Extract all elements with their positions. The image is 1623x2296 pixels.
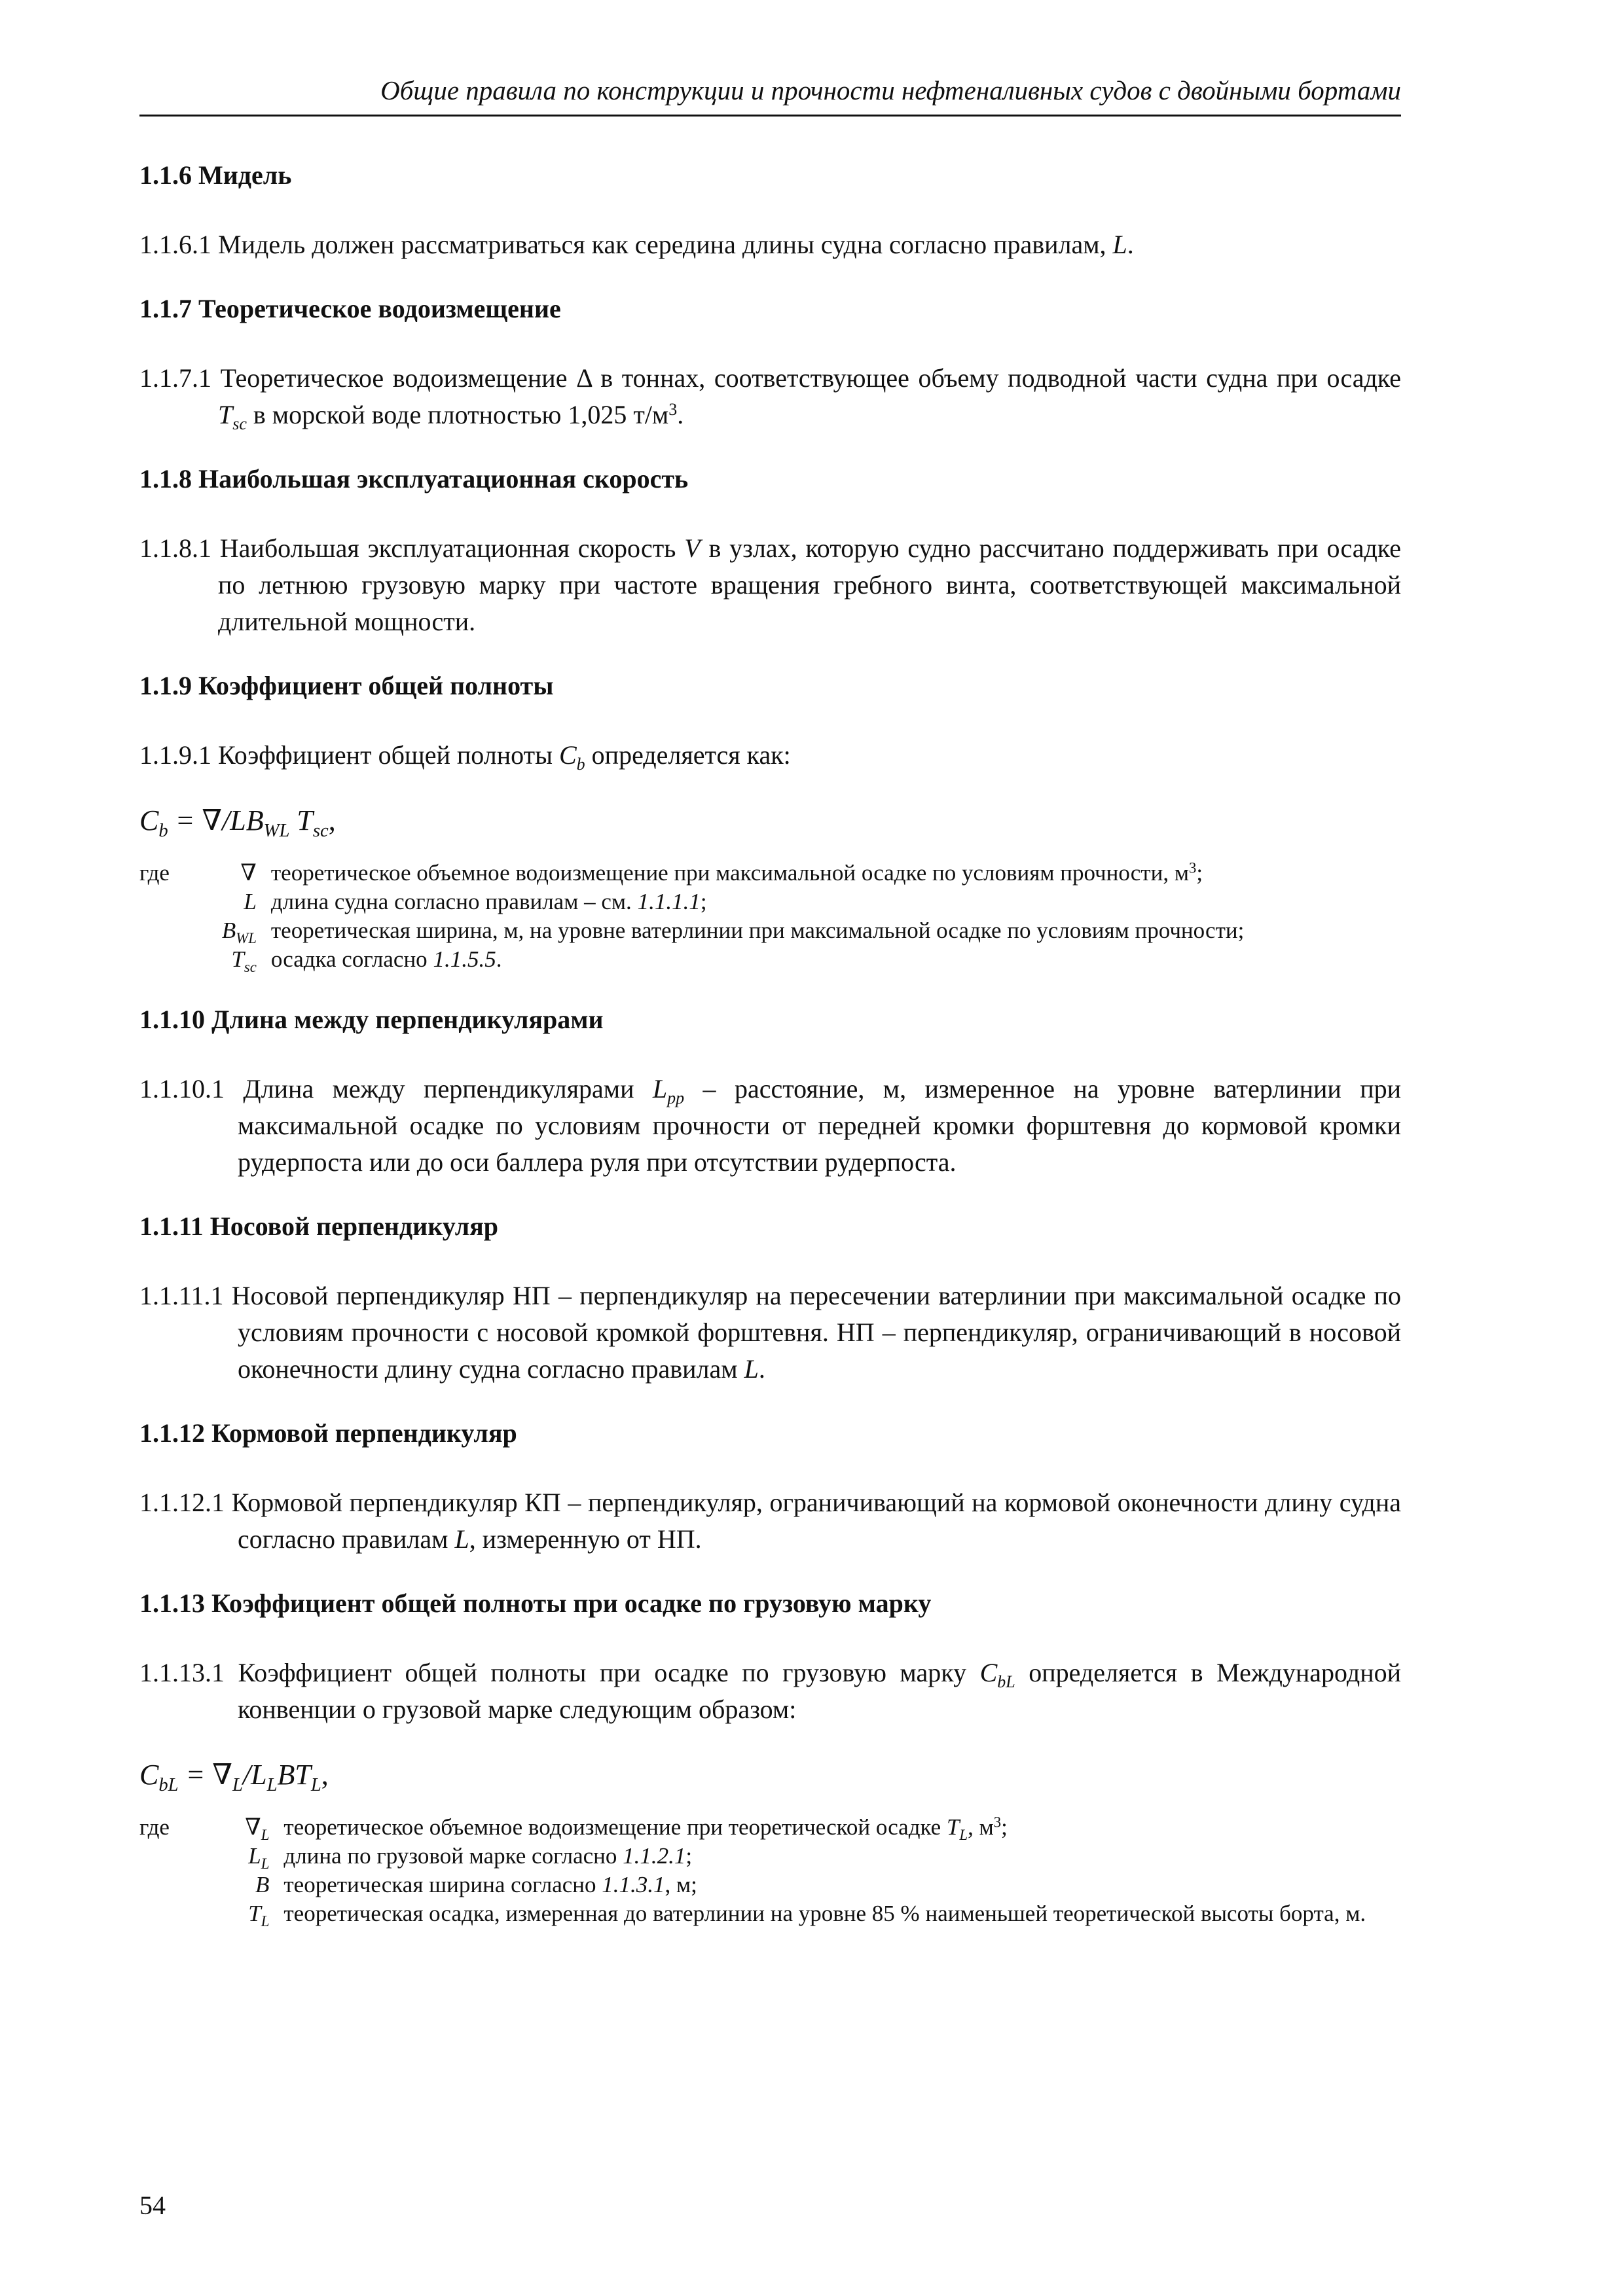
definition-row: $T_{sc}$ осадка согласно 1.1.5.5. [231,946,502,975]
definition-row: $L_L$ длина по грузовой марке согласно 1.1.2.1; [248,1843,693,1872]
paragraph-1-1-11-1: 1.1.11.1 Носовой перпендикуляр НП – перпендикуляр на пересечении ватерлинии при максимальной осадке по условиям прочности с носовой кромкой форштевня. НП – перпендикуляр, ограничивающий в носовой оконечности длину судна согласно правилам L. [139,1281,1401,1384]
page-number: 54 [139,2191,166,2220]
paragraph-1-1-10-1: 1.1.10.1 Длина между перпендикулярами $L_{pp}$ – расстояние, м, измеренное на уровне ватерлинии при максимальной осадке по условиям прочности от передней кромки форштевня до кормовой кромки рудерпоста или до оси баллера руля при отсутствии рудерпоста. [139,1074,1402,1177]
section-heading-1-1-6: 1.1.6 Мидель [139,160,292,190]
definition-row: где ∇ теоретическое объемное водоизмещение при максимальной осадке по условиям прочности, $м^3$; [139,859,1203,886]
paragraph-1-1-13-1: 1.1.13.1 Коэффициент общей полноты при осадке по грузовую марку $C_{bL}$ определяется в Международной конвенции о грузовой марке следующим образом: [139,1658,1401,1724]
section-heading-1-1-9: 1.1.9 Коэффициент общей полноты [139,671,554,700]
definitions-list-cbl [139,1813,1401,1928]
section-heading-1-1-11: 1.1.11 Носовой перпендикуляр [139,1211,499,1241]
paragraph-1-1-6-1: 1.1.6.1 Мидель должен рассматриваться как середина длины судна согласно правилам, L. [139,230,1134,259]
formula-cbl: $C_{bL} = \nabla_L/L_LBT_L$, [139,1759,329,1795]
section-heading-1-1-12: 1.1.12 Кормовой перпендикуляр [139,1418,517,1448]
section-heading-1-1-8: 1.1.8 Наибольшая эксплуатационная скорость [139,464,689,493]
section-heading-1-1-7: 1.1.7 Теоретическое водоизмещение [139,294,561,323]
running-header: Общие правила по конструкции и прочности нефтеналивных судов с двойными бортами [380,75,1401,105]
definition-row: где $\nabla_L$ теоретическое объемное водоизмещение при теоретической осадке $T_L$, $м^3$; [139,1814,1008,1843]
paragraph-1-1-12-1: 1.1.12.1 Кормовой перпендикуляр КП – перпендикуляр, ограничивающий на кормовой оконечности длину судна согласно правилам L, измеренную от НП. [139,1488,1401,1554]
formula-cb: $C_b = \nabla/LB_{WL}$ $T_{sc}$, [139,804,336,841]
definition-row: $T_L$ теоретическая осадка, измеренная до ватерлинии на уровне 85 % наименьшей теоретической высоты борта, м. [248,1901,1366,1929]
header-rule [139,115,1401,117]
paragraph-1-1-7-1: 1.1.7.1 Теоретическое водоизмещение Δ в тоннах, соответствующее объему подводной части судна при осадке $T_{sc}$ в морской воде плотностью 1,025 $т/м^3$. [139,363,1401,434]
definition-row: L длина судна согласно правилам – см. 1.1.1.1; [244,889,707,914]
paragraph-1-1-8-1: 1.1.8.1 Наибольшая эксплуатационная скорость V в узлах, которую судно рассчитано поддерживать при осадке по летнюю грузовую марку при частоте вращения гребного винта, соответствующей максимальной длительной мощности. [139,533,1401,636]
section-heading-1-1-13: 1.1.13 Коэффициент общей полноты при осадке по грузовую марку [139,1588,932,1618]
definition-row: B теоретическая ширина согласно 1.1.3.1, м; [255,1872,697,1897]
definition-row: $B_{WL}$ теоретическая ширина, м, на уровне ватерлинии при максимальной осадке по условиям прочности; [221,918,1245,946]
paragraph-1-1-9-1: 1.1.9.1 Коэффициент общей полноты $C_b$ определяется как: [139,740,791,774]
definitions-list-cb [139,859,1401,974]
page-content [139,157,1401,1928]
section-heading-1-1-10: 1.1.10 Длина между перпендикулярами [139,1005,604,1034]
